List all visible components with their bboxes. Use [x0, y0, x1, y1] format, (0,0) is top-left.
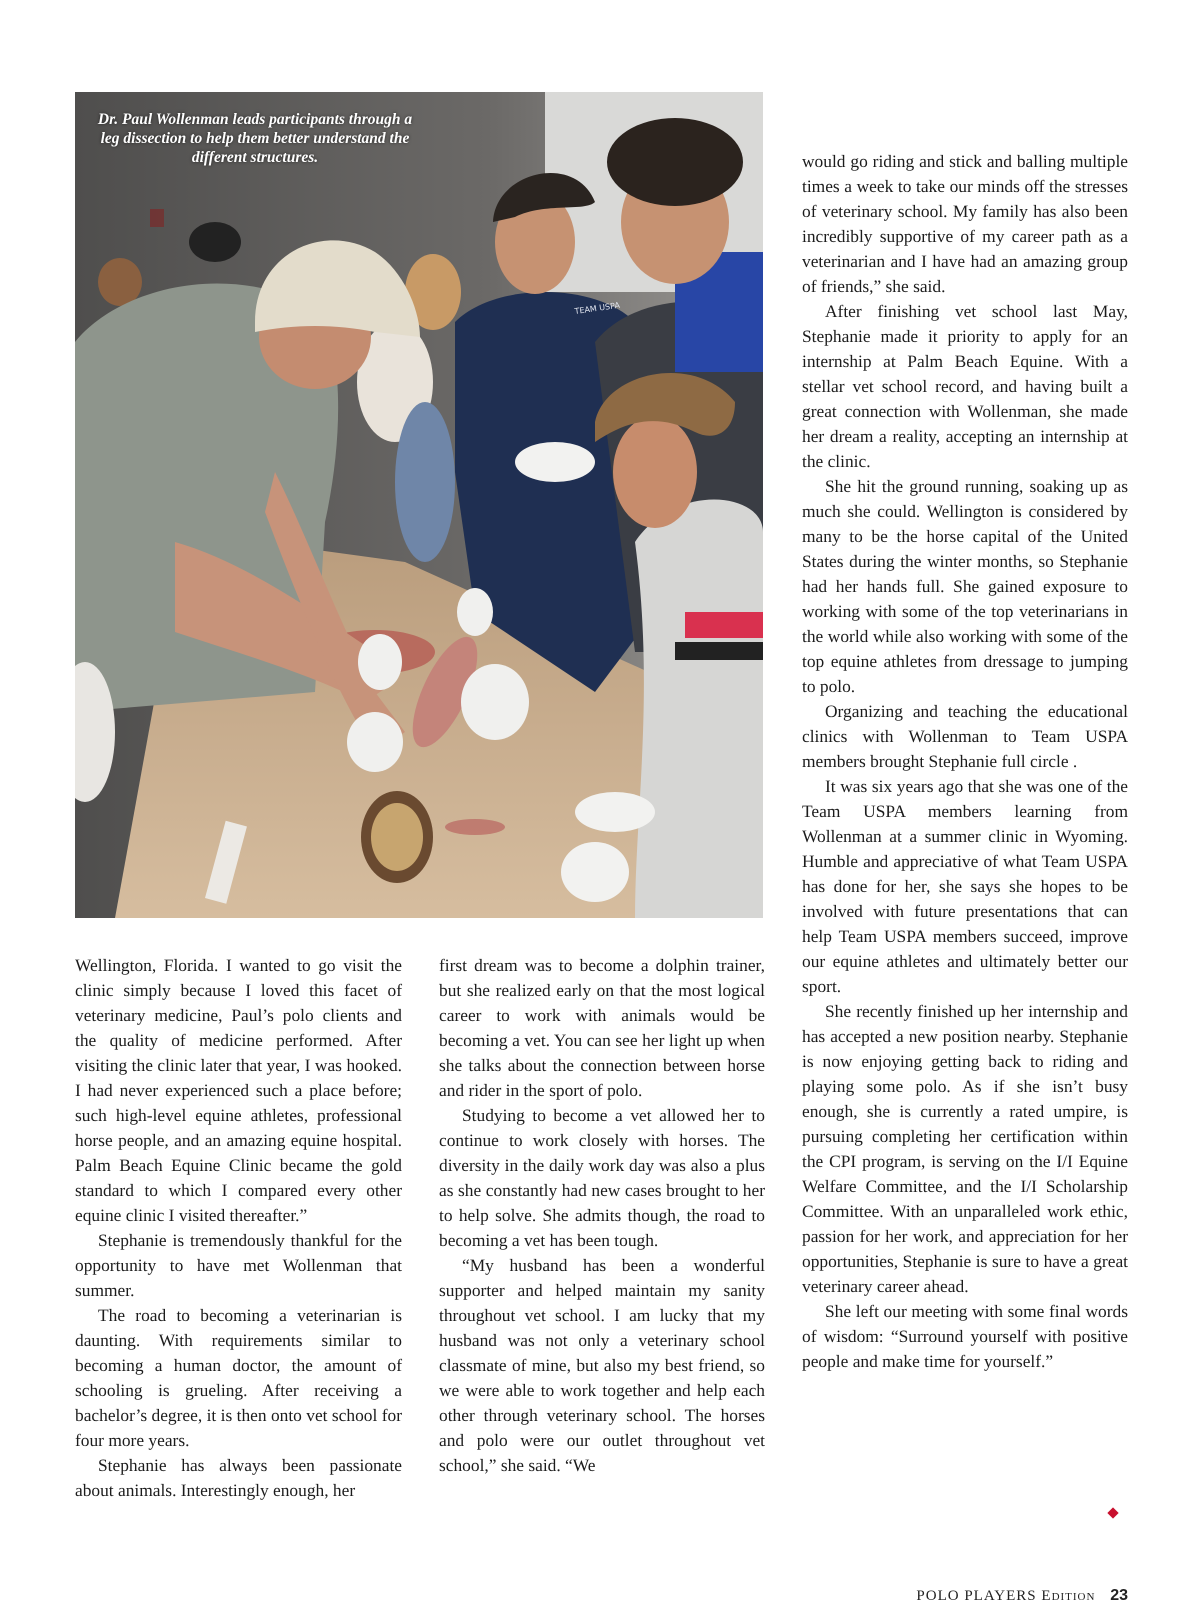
- article-photo: [75, 92, 763, 918]
- paragraph: “My husband has been a wonderful supporter and helped maintain my sanity throughout vet school. I am lucky that my husband was not only a veterinary school classmate of mine, but also my best friend, so we were able to work together and help each other through veterinary school. The horses and polo were our outlet throughout vet school,” she said. “We: [439, 1255, 765, 1475]
- publication-name-polo: POLO: [916, 1588, 960, 1604]
- paragraph: Stephanie is tremendously thankful for the opportunity to have met Wollenman that summer.: [75, 1230, 402, 1300]
- photo-illustration: [75, 92, 763, 918]
- paragraph: would go riding and stick and balling multiple times a week to take our minds off the stresses of veterinary school. My family has also been incredibly supportive of my career path as a veterinarian and I have had an amazing group of friends,” she said.: [802, 151, 1128, 296]
- paragraph: She recently finished up her internship and has accepted a new position nearby. Stephanie is now enjoying getting back to riding and playing some polo. As if she isn’t busy enough, she is currently a rated umpire, is pursuing completing her certification within the CPI program, is serving on the I/I Equine Welfare Committee, and the I/I Scholarship Committee. With an unparalleled work ethic, passion for her work, and appreciation for her opportunities, Stephanie is sure to have a great veterinary career ahead.: [802, 1001, 1128, 1296]
- paragraph: Stephanie has always been passionate about animals. Interestingly enough, her: [75, 1455, 402, 1500]
- paragraph: first dream was to become a dolphin trainer, but she realized early on that the most logical career to work with animals would be becoming a vet. You can see her light up when she talks about the connection between horse and rider in the sport of polo.: [439, 955, 765, 1100]
- page-footer: [916, 1587, 1128, 1605]
- publication-name-players: PLAYERS: [964, 1588, 1037, 1604]
- paragraph: Organizing and teaching the educational clinics with Wollenman to Team USPA members brought Stephanie full circle .: [802, 701, 1128, 771]
- text-column-3: [802, 149, 1128, 1374]
- shirt-logo: TEAM USPA: [574, 300, 621, 316]
- paragraph: Wellington, Florida. I wanted to go visit the clinic simply because I loved this facet of veterinary medicine, Paul’s polo clients and the quality of medicine performed. After visiting the clinic later that year, I was hooked. I had never experienced such a place before; such high-level equine athletes, professional horse people, and an amazing equine hospital. Palm Beach Equine Clinic became the gold standard to which I compared every other equine clinic I visited thereafter.”: [75, 955, 402, 1225]
- publication-name-edition: Edition: [1041, 1588, 1096, 1604]
- paragraph: She hit the ground running, soaking up as much she could. Wellington is considered by many to be the horse capital of the United States during the winter months, so Stephanie had her hands full. She gained exposure to working with some of the top veterinarians in the world while also working with some of the top equine athletes from dressage to jumping to polo.: [802, 476, 1128, 696]
- page-number: 23: [1110, 1587, 1128, 1604]
- text-column-1: [75, 953, 402, 1503]
- paragraph: It was six years ago that she was one of the Team USPA members learning from Wollenman at a summer clinic in Wyoming. Humble and appreciative of what Team USPA has done for her, she says she hopes to be involved with future presentations that can help Team USPA members succeed, improve our equine athletes and ultimately better our sport.: [802, 776, 1128, 996]
- paragraph: After finishing vet school last May, Stephanie made it priority to apply for an internship at Palm Beach Equine. With a stellar vet school record, and having built a great connection with Wollenman, she made her dream a reality, accepting an internship at the clinic.: [802, 301, 1128, 471]
- paragraph: The road to becoming a veterinarian is daunting. With requirements similar to becoming a human doctor, the amount of schooling is grueling. After receiving a bachelor’s degree, it is then onto vet school for four more years.: [75, 1305, 402, 1450]
- paragraph: She left our meeting with some final words of wisdom: “Surround yourself with positive people and make time for yourself.”: [802, 1301, 1128, 1371]
- end-of-article-diamond-icon: [1107, 1507, 1118, 1518]
- photo-caption: Dr. Paul Wollenman leads participants through a leg dissection to help them better understand the different structures.: [97, 111, 413, 166]
- paragraph: Studying to become a vet allowed her to continue to work closely with horses. The diversity in the daily work day was also a plus as she constantly had new cases brought to her to help solve. She admits though, the road to becoming a vet has been tough.: [439, 1105, 765, 1250]
- text-column-2: [439, 953, 765, 1478]
